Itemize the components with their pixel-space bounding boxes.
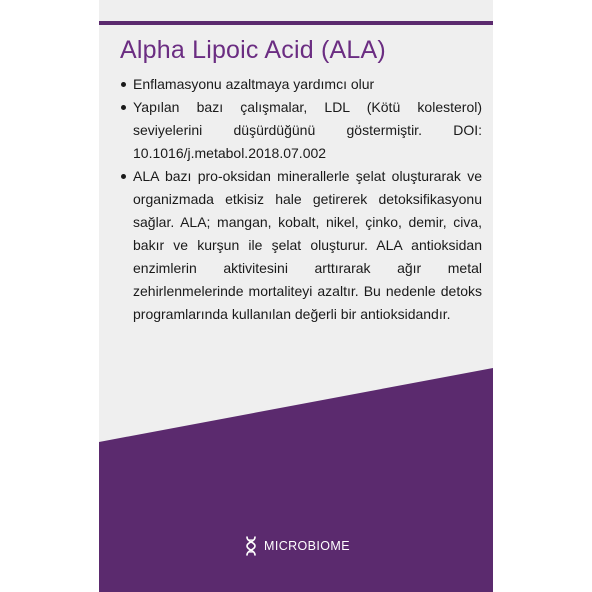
bullet-item-inflammation: Enflamasyonu azaltmaya yardımcı olur [120, 73, 482, 96]
brand-logo [99, 536, 493, 556]
top-accent-bar [99, 21, 493, 25]
bullet-item-ldl: Yapılan bazı çalışmalar, LDL (Kötü kolesterol) seviyelerini düşürdüğünü göstermiştir. DOI: 10.1016/j.metabol.2018.07.002 [120, 96, 482, 165]
content-body [120, 73, 482, 326]
bullet-item-detox: ALA bazı pro-oksidan minerallerle şelat oluşturarak ve organizmada etkisiz hale getirerek detoksifikasyonu sağlar. ALA; mangan, kobalt, nikel, çinko, demir, civa, bakır ve kurşun ile şelat oluşturur. ALA antioksidan enzimlerin aktivitesini arttırarak ağır metal zehirlenmelerinde mortaliteyi azaltır. Bu nedenle detoks programlarında kullanılan değerli bir antioksidandır. [120, 165, 482, 326]
page-title: Alpha Lipoic Acid (ALA) [120, 36, 386, 64]
dna-helix-icon [242, 536, 260, 556]
info-card [99, 0, 493, 592]
brand-name: MICROBIOME [264, 539, 350, 553]
bullet-list [120, 73, 482, 326]
